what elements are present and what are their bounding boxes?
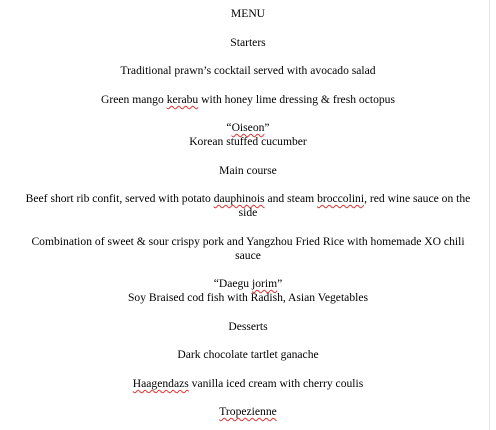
dessert-item-chocolate-tartlet: Dark chocolate tartlet ganache	[177, 348, 319, 361]
spellcheck-word: Oiseon	[231, 121, 265, 134]
desserts-heading: Desserts	[228, 320, 268, 333]
text-fragment: , red wine sauce on the	[364, 192, 471, 205]
spellcheck-word: jorim	[252, 277, 278, 290]
starter-item-oiseon-desc: Korean stuffed cucumber	[189, 135, 307, 148]
text-fragment: and steam	[264, 192, 318, 205]
starter-item-prawn-cocktail: Traditional prawn’s cocktail served with avocado salad	[120, 64, 376, 77]
text-fragment: with honey lime dressing & fresh octopus	[198, 93, 395, 106]
spellcheck-word: Haagendazs	[132, 377, 189, 390]
spellcheck-word: dauphinois	[213, 192, 265, 205]
text-fragment: ”	[264, 121, 270, 134]
text-fragment: Beef short rib confit, served with potato	[25, 192, 214, 205]
main-item-sweet-sour-pork-cont: sauce	[235, 249, 261, 262]
starter-item-oiseon-name	[0, 120, 496, 135]
text-fragment: “Daegu	[213, 277, 253, 290]
starter-item-green-mango	[0, 92, 496, 107]
menu-title: MENU	[230, 7, 266, 20]
text-fragment: “	[226, 121, 232, 134]
spellcheck-word: Tropezienne	[219, 405, 277, 418]
main-item-daegu-jorim-name	[0, 276, 496, 291]
text-fragment: ”	[277, 277, 283, 290]
dessert-item-tropezienne	[0, 404, 496, 419]
spellcheck-word: broccolini	[317, 192, 365, 205]
spellcheck-word: kerabu	[166, 93, 199, 106]
text-fragment: Green mango	[101, 93, 167, 106]
main-item-beef-short-rib-cont: side	[238, 206, 258, 219]
starters-heading: Starters	[230, 36, 266, 49]
text-fragment: vanilla iced cream with cherry coulis	[188, 377, 364, 390]
main-item-beef-short-rib	[0, 191, 496, 206]
main-item-daegu-jorim-desc: Soy Braised cod fish with Radish, Asian Vegetables	[127, 291, 368, 304]
dessert-item-haagendazs	[0, 376, 496, 391]
main-course-heading: Main course	[219, 164, 277, 177]
main-item-sweet-sour-pork: Combination of sweet & sour crispy pork and Yangzhou Fried Rice with homemade XO chili	[31, 235, 465, 248]
